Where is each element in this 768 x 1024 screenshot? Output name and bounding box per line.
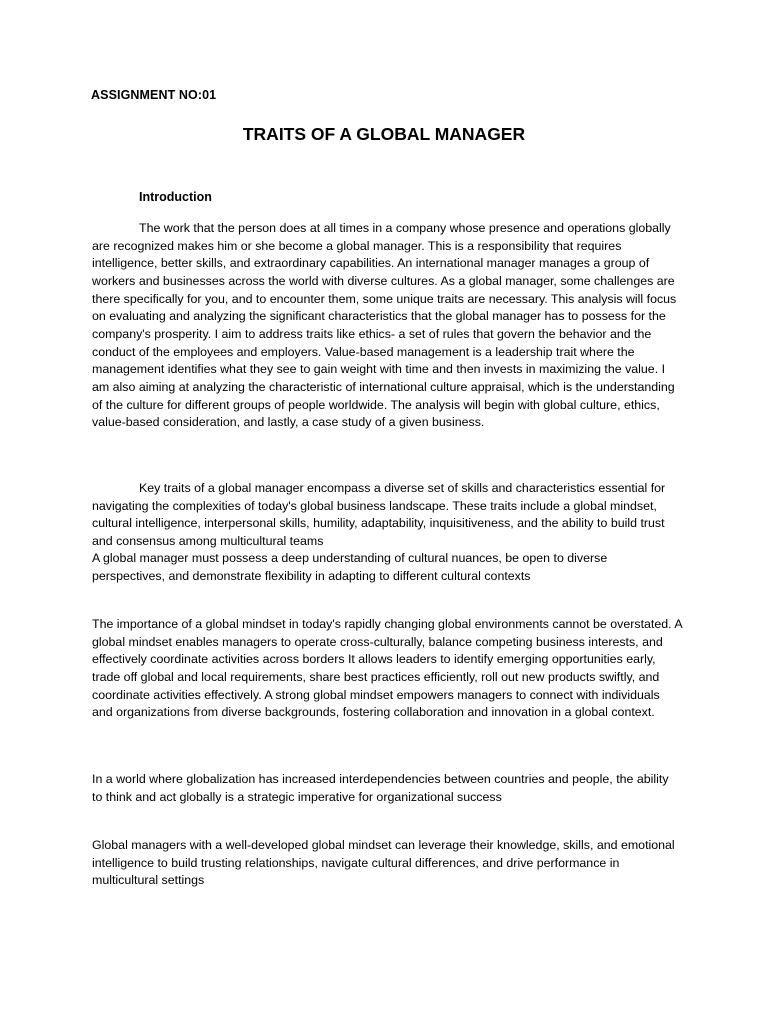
assignment-label: ASSIGNMENT NO:01 — [91, 88, 217, 102]
paragraph-global-managers: Global managers with a well-developed global mindset can leverage their knowledge, skills, and emotional intelligence to build trusting relationships, navigate cultural differences, and drive performance in multicultural settings — [92, 838, 675, 888]
paragraph-key-traits: Key traits of a global manager encompass a diverse set of skills and characteristics essential for navigating the complexities of today's global business landscape. These traits include a global mindset, cultural intelligence, interpersonal skills, humility, adaptability, inquisitiveness, and the ability to build trust and consensus among multicultural teams — [92, 481, 666, 548]
paragraph-introduction: The work that the person does at all times in a company whose presence and operations globally are recognized makes him or she become a global manager. This is a responsibility that requires intelligence, better skills, and extraordinary capabilities. An international manager manages a group of workers and businesses across the world with diverse cultures. As a global manager, some challenges are there specifically for you, and to encounter them, some unique traits are necessary. This analysis will focus on evaluating and analyzing the significant characteristics that the global manager has to possess for the company's prosperity. I aim to address traits like ethics- a set of rules that govern the behavior and the conduct of the employees and employers. Value-based management is a leadership trait where the management identifies what they see to gain weight with time and then invests in maximizing the value. I am also aiming at analyzing the characteristic of international culture appraisal, which is the understanding of the culture for different groups of people worldwide. The analysis will begin with global culture, ethics, value-based consideration, and lastly, a case study of a given business. — [92, 221, 677, 430]
paragraph-globalization: In a world where globalization has increased interdependencies between countries and people, the ability to think and act globally is a strategic imperative for organizational success — [92, 772, 669, 804]
page-title: TRAITS OF A GLOBAL MANAGER — [242, 124, 526, 144]
paragraph-global-mindset: The importance of a global mindset in today's rapidly changing global environments cannot be overstated. A global mindset enables managers to operate cross-culturally, balance competing business interests, and effectively coordinate activities across borders It allows leaders to identify emerging opportunities early, trade off global and local requirements, share best practices efficiently, roll out new products swiftly, and coordinate activities effectively. A strong global mindset empowers managers to connect with individuals and organizations from diverse backgrounds, fostering collaboration and innovation in a global context. — [92, 617, 682, 720]
introduction-heading: Introduction — [139, 190, 212, 204]
paragraph-cultural-understanding: A global manager must possess a deep understanding of cultural nuances, be open to diverse perspectives, and demonstrate flexibility in adapting to different cultural contexts — [92, 551, 608, 583]
